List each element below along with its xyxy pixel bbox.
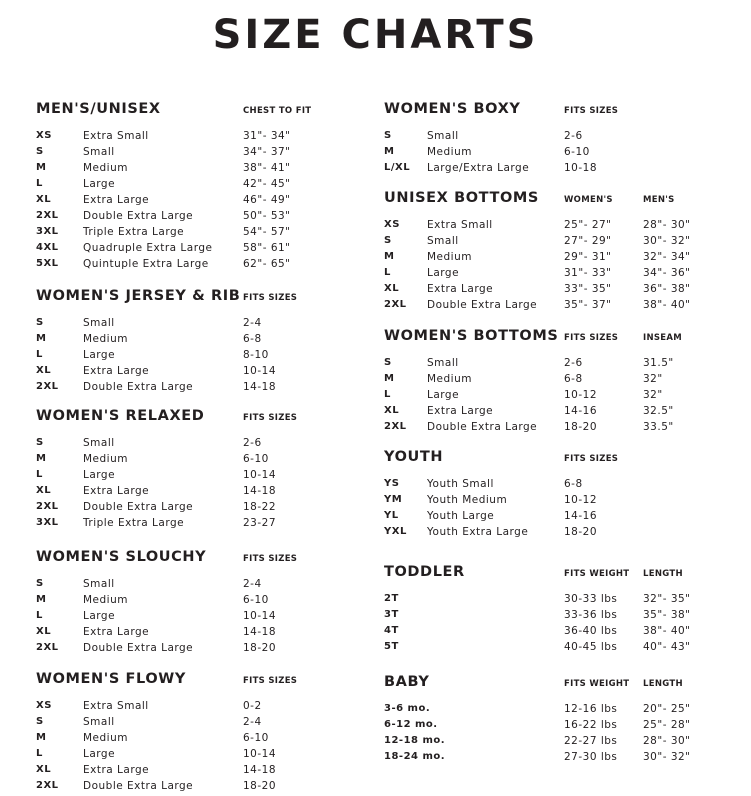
- column-header: FITS WEIGHT: [564, 679, 630, 689]
- size-name: Youth Small: [427, 478, 494, 490]
- size-code: 18-24 mo.: [384, 751, 446, 762]
- size-code: 12-18 mo.: [384, 735, 446, 746]
- size-value: 25"- 28": [643, 719, 691, 731]
- size-name: Large: [83, 349, 116, 361]
- size-name: Extra Large: [83, 485, 150, 497]
- size-name: Small: [83, 437, 115, 449]
- size-name: Large: [83, 469, 116, 481]
- table-row: [36, 732, 356, 748]
- section-title: WOMEN'S BOXY: [384, 101, 521, 117]
- size-code: 3T: [384, 609, 399, 620]
- size-name: Extra Large: [83, 626, 150, 638]
- size-code: 2XL: [36, 210, 59, 221]
- size-code: M: [384, 373, 395, 384]
- size-value: 36"- 38": [643, 283, 691, 295]
- table-row: [384, 146, 734, 162]
- size-value: 10-14: [243, 748, 277, 760]
- size-name: Triple Extra Large: [83, 226, 185, 238]
- table-row: [36, 780, 356, 796]
- size-value: 27-30 lbs: [564, 751, 618, 763]
- size-value: 31.5": [643, 357, 674, 369]
- table-row: [36, 162, 356, 178]
- size-code: 2XL: [36, 642, 59, 653]
- size-value: 32": [643, 389, 663, 401]
- size-code: M: [36, 333, 47, 344]
- column-header: FITS SIZES: [564, 106, 619, 116]
- size-name: Extra Small: [83, 130, 149, 142]
- section-title: WOMEN'S BOTTOMS: [384, 328, 559, 344]
- size-name: Double Extra Large: [83, 210, 194, 222]
- table-row: [36, 700, 356, 716]
- table-row: [384, 389, 734, 405]
- size-value: 18-20: [243, 780, 277, 792]
- size-value: 2-6: [564, 130, 583, 142]
- size-code: YL: [384, 510, 399, 521]
- size-table: [384, 219, 734, 315]
- size-code: S: [36, 146, 44, 157]
- table-row: [384, 251, 734, 267]
- size-value: 30-33 lbs: [564, 593, 618, 605]
- size-value: 6-10: [243, 453, 269, 465]
- size-code: M: [384, 146, 395, 157]
- size-value: 28"- 30": [643, 219, 691, 231]
- size-name: Extra Small: [427, 219, 493, 231]
- table-row: [384, 421, 734, 437]
- section-header: [384, 449, 734, 473]
- table-row: [36, 610, 356, 626]
- section-title: WOMEN'S RELAXED: [36, 408, 205, 424]
- size-code: L: [384, 267, 391, 278]
- size-value: 14-16: [564, 405, 598, 417]
- table-row: [384, 494, 734, 510]
- size-code: 3XL: [36, 517, 59, 528]
- size-name: Large: [83, 178, 116, 190]
- table-row: [36, 210, 356, 226]
- size-code: M: [36, 732, 47, 743]
- size-value: 6-8: [243, 333, 262, 345]
- chart-section-unisex-bottoms: [384, 190, 734, 315]
- table-row: [36, 485, 356, 501]
- size-value: 10-14: [243, 610, 277, 622]
- size-code: L: [36, 469, 43, 480]
- table-row: [384, 510, 734, 526]
- size-code: YXL: [384, 526, 407, 537]
- chart-section-youth: [384, 449, 734, 542]
- size-name: Double Extra Large: [83, 501, 194, 513]
- size-value: 31"- 34": [243, 130, 291, 142]
- size-code: S: [36, 578, 44, 589]
- size-name: Quadruple Extra Large: [83, 242, 213, 254]
- size-value: 40-45 lbs: [564, 641, 618, 653]
- size-name: Large/Extra Large: [427, 162, 530, 174]
- size-code: M: [36, 594, 47, 605]
- section-title: MEN'S/UNISEX: [36, 101, 161, 117]
- column-header: FITS SIZES: [564, 333, 619, 343]
- size-code: M: [384, 251, 395, 262]
- size-value: 6-8: [564, 478, 583, 490]
- table-row: [384, 703, 734, 719]
- size-code: XL: [36, 365, 52, 376]
- table-row: [384, 751, 734, 767]
- size-value: 6-8: [564, 373, 583, 385]
- column-header: FITS SIZES: [243, 293, 298, 303]
- size-value: 14-16: [564, 510, 598, 522]
- size-code: XL: [384, 405, 400, 416]
- size-code: 2XL: [384, 421, 407, 432]
- size-value: 6-10: [243, 732, 269, 744]
- size-value: 38"- 41": [243, 162, 291, 174]
- size-value: 32"- 35": [643, 593, 691, 605]
- size-value: 32"- 34": [643, 251, 691, 263]
- size-name: Small: [427, 130, 459, 142]
- size-name: Medium: [427, 146, 472, 158]
- chart-section-womens-boxy: [384, 101, 734, 178]
- size-value: 31"- 33": [564, 267, 612, 279]
- size-code: L: [36, 349, 43, 360]
- size-value: 22-27 lbs: [564, 735, 618, 747]
- size-name: Extra Large: [83, 764, 150, 776]
- size-value: 58"- 61": [243, 242, 291, 254]
- size-table: [36, 317, 356, 397]
- size-value: 34"- 37": [243, 146, 291, 158]
- size-value: 27"- 29": [564, 235, 612, 247]
- size-name: Medium: [427, 251, 472, 263]
- table-row: [384, 267, 734, 283]
- chart-section-toddler: [384, 564, 734, 657]
- section-header: [384, 564, 734, 588]
- size-value: 46"- 49": [243, 194, 291, 206]
- size-code: 2XL: [36, 780, 59, 791]
- size-table: [384, 703, 734, 767]
- section-title: UNISEX BOTTOMS: [384, 190, 539, 206]
- size-value: 30"- 32": [643, 235, 691, 247]
- size-value: 8-10: [243, 349, 269, 361]
- size-code: 3-6 mo.: [384, 703, 431, 714]
- size-value: 33.5": [643, 421, 674, 433]
- table-row: [36, 146, 356, 162]
- size-name: Small: [83, 578, 115, 590]
- size-value: 18-22: [243, 501, 277, 513]
- size-value: 14-18: [243, 626, 277, 638]
- size-code: XL: [36, 194, 52, 205]
- size-name: Double Extra Large: [427, 299, 538, 311]
- table-row: [384, 283, 734, 299]
- chart-section-womens-relaxed: [36, 408, 356, 533]
- size-value: 2-4: [243, 317, 262, 329]
- size-value: 25"- 27": [564, 219, 612, 231]
- chart-section-womens-slouchy: [36, 549, 356, 658]
- size-name: Large: [427, 389, 460, 401]
- column-header: FITS SIZES: [243, 676, 298, 686]
- size-value: 10-14: [243, 469, 277, 481]
- size-table: [36, 130, 356, 274]
- size-value: 36-40 lbs: [564, 625, 618, 637]
- table-row: [36, 453, 356, 469]
- section-header: [384, 190, 734, 214]
- table-row: [36, 365, 356, 381]
- table-row: [384, 357, 734, 373]
- table-row: [36, 333, 356, 349]
- size-name: Double Extra Large: [83, 642, 194, 654]
- size-code: XS: [36, 130, 52, 141]
- table-row: [36, 130, 356, 146]
- section-title: TODDLER: [384, 564, 465, 580]
- size-code: 3XL: [36, 226, 59, 237]
- table-row: [36, 626, 356, 642]
- size-code: YM: [384, 494, 403, 505]
- section-header: [36, 408, 356, 432]
- size-value: 2-6: [243, 437, 262, 449]
- column-header: FITS WEIGHT: [564, 569, 630, 579]
- column-header: FITS SIZES: [564, 454, 619, 464]
- column-header: MEN'S: [643, 195, 675, 205]
- size-name: Small: [83, 146, 115, 158]
- size-name: Large: [83, 610, 116, 622]
- size-name: Extra Small: [83, 700, 149, 712]
- size-value: 32.5": [643, 405, 674, 417]
- size-name: Small: [83, 317, 115, 329]
- size-name: Medium: [83, 453, 128, 465]
- section-title: YOUTH: [384, 449, 444, 465]
- table-row: [384, 609, 734, 625]
- table-row: [36, 501, 356, 517]
- size-name: Quintuple Extra Large: [83, 258, 209, 270]
- column-header: FITS SIZES: [243, 413, 298, 423]
- size-value: 2-4: [243, 716, 262, 728]
- table-row: [36, 642, 356, 658]
- size-value: 33"- 35": [564, 283, 612, 295]
- table-row: [384, 719, 734, 735]
- size-value: 2-4: [243, 578, 262, 590]
- column-header: INSEAM: [643, 333, 683, 343]
- size-value: 38"- 40": [643, 625, 691, 637]
- size-code: 6-12 mo.: [384, 719, 438, 730]
- size-value: 29"- 31": [564, 251, 612, 263]
- size-name: Youth Extra Large: [427, 526, 529, 538]
- size-code: XL: [384, 283, 400, 294]
- section-title: WOMEN'S FLOWY: [36, 671, 186, 687]
- size-value: 18-20: [564, 421, 598, 433]
- size-code: 5T: [384, 641, 399, 652]
- section-header: [36, 101, 356, 125]
- table-row: [36, 594, 356, 610]
- size-value: 35"- 37": [564, 299, 612, 311]
- size-value: 10-12: [564, 389, 598, 401]
- column-header: LENGTH: [643, 569, 683, 579]
- table-row: [36, 317, 356, 333]
- size-value: 18-20: [564, 526, 598, 538]
- table-row: [36, 437, 356, 453]
- table-row: [384, 593, 734, 609]
- size-name: Large: [83, 748, 116, 760]
- table-row: [36, 349, 356, 365]
- size-name: Youth Large: [427, 510, 495, 522]
- size-value: 14-18: [243, 381, 277, 393]
- size-code: L: [36, 610, 43, 621]
- size-value: 20"- 25": [643, 703, 691, 715]
- size-code: S: [36, 716, 44, 727]
- size-code: S: [384, 235, 392, 246]
- size-value: 14-18: [243, 485, 277, 497]
- size-name: Small: [427, 235, 459, 247]
- table-row: [384, 235, 734, 251]
- size-code: M: [36, 162, 47, 173]
- size-code: 2XL: [36, 501, 59, 512]
- table-row: [384, 130, 734, 146]
- size-value: 34"- 36": [643, 267, 691, 279]
- size-table: [36, 578, 356, 658]
- table-row: [36, 517, 356, 533]
- size-name: Double Extra Large: [427, 421, 538, 433]
- table-row: [36, 226, 356, 242]
- table-row: [36, 716, 356, 732]
- chart-section-baby: [384, 674, 734, 767]
- size-name: Extra Large: [427, 405, 494, 417]
- column-header: CHEST TO FIT: [243, 106, 312, 116]
- section-header: [36, 288, 356, 312]
- size-value: 10-18: [564, 162, 598, 174]
- size-value: 30"- 32": [643, 751, 691, 763]
- table-row: [36, 194, 356, 210]
- section-title: WOMEN'S SLOUCHY: [36, 549, 207, 565]
- table-row: [36, 242, 356, 258]
- section-title: BABY: [384, 674, 430, 690]
- size-code: 5XL: [36, 258, 59, 269]
- table-row: [384, 526, 734, 542]
- column-header: LENGTH: [643, 679, 683, 689]
- table-row: [36, 748, 356, 764]
- size-table: [36, 700, 356, 796]
- table-row: [384, 478, 734, 494]
- section-title: WOMEN'S JERSEY & RIB: [36, 288, 241, 304]
- size-code: 2XL: [36, 381, 59, 392]
- size-code: 2T: [384, 593, 399, 604]
- size-name: Extra Large: [83, 194, 150, 206]
- size-value: 23-27: [243, 517, 277, 529]
- size-code: XL: [36, 764, 52, 775]
- size-code: XL: [36, 626, 52, 637]
- size-name: Double Extra Large: [83, 780, 194, 792]
- size-code: L: [36, 178, 43, 189]
- size-code: 4XL: [36, 242, 59, 253]
- table-row: [36, 578, 356, 594]
- table-row: [384, 641, 734, 657]
- size-name: Small: [83, 716, 115, 728]
- chart-section-womens-flowy: [36, 671, 356, 796]
- size-name: Medium: [83, 333, 128, 345]
- size-code: M: [36, 453, 47, 464]
- size-code: YS: [384, 478, 400, 489]
- size-name: Small: [427, 357, 459, 369]
- section-header: [36, 549, 356, 573]
- size-value: 0-2: [243, 700, 262, 712]
- size-table: [384, 593, 734, 657]
- size-value: 35"- 38": [643, 609, 691, 621]
- size-name: Triple Extra Large: [83, 517, 185, 529]
- size-value: 54"- 57": [243, 226, 291, 238]
- chart-section-womens-jersey-rib: [36, 288, 356, 397]
- table-row: [384, 299, 734, 315]
- size-name: Large: [427, 267, 460, 279]
- section-header: [36, 671, 356, 695]
- size-value: 6-10: [243, 594, 269, 606]
- chart-section-womens-bottoms: [384, 328, 734, 437]
- size-value: 18-20: [243, 642, 277, 654]
- size-value: 14-18: [243, 764, 277, 776]
- size-name: Extra Large: [83, 365, 150, 377]
- size-code: 4T: [384, 625, 399, 636]
- size-value: 38"- 40": [643, 299, 691, 311]
- size-value: 42"- 45": [243, 178, 291, 190]
- size-code: 2XL: [384, 299, 407, 310]
- table-row: [36, 764, 356, 780]
- size-name: Medium: [83, 732, 128, 744]
- size-name: Medium: [83, 594, 128, 606]
- column-header: WOMEN'S: [564, 195, 613, 205]
- size-code: XS: [36, 700, 52, 711]
- size-code: L: [36, 748, 43, 759]
- column-header: FITS SIZES: [243, 554, 298, 564]
- table-row: [384, 625, 734, 641]
- size-name: Extra Large: [427, 283, 494, 295]
- size-code: XL: [36, 485, 52, 496]
- size-value: 32": [643, 373, 663, 385]
- size-table: [36, 437, 356, 533]
- size-value: 28"- 30": [643, 735, 691, 747]
- table-row: [384, 373, 734, 389]
- size-name: Double Extra Large: [83, 381, 194, 393]
- size-table: [384, 478, 734, 542]
- size-value: 16-22 lbs: [564, 719, 618, 731]
- size-name: Medium: [83, 162, 128, 174]
- size-code: L: [384, 389, 391, 400]
- table-row: [384, 405, 734, 421]
- page-title: SIZE CHARTS: [212, 12, 539, 58]
- size-value: 6-10: [564, 146, 590, 158]
- table-row: [36, 258, 356, 274]
- size-value: 40"- 43": [643, 641, 691, 653]
- size-value: 10-14: [243, 365, 277, 377]
- size-value: 33-36 lbs: [564, 609, 618, 621]
- size-code: XS: [384, 219, 400, 230]
- size-value: 2-6: [564, 357, 583, 369]
- size-value: 12-16 lbs: [564, 703, 618, 715]
- size-name: Youth Medium: [427, 494, 508, 506]
- size-value: 50"- 53": [243, 210, 291, 222]
- size-value: 62"- 65": [243, 258, 291, 270]
- size-code: L/XL: [384, 162, 411, 173]
- table-row: [36, 178, 356, 194]
- table-row: [36, 469, 356, 485]
- table-row: [384, 219, 734, 235]
- size-value: 10-12: [564, 494, 598, 506]
- table-row: [384, 735, 734, 751]
- size-code: S: [36, 317, 44, 328]
- section-header: [384, 674, 734, 698]
- size-name: Medium: [427, 373, 472, 385]
- chart-section-mens-unisex: [36, 101, 356, 274]
- size-code: S: [36, 437, 44, 448]
- section-header: [384, 328, 734, 352]
- section-header: [384, 101, 734, 125]
- size-table: [384, 130, 734, 178]
- table-row: [384, 162, 734, 178]
- size-code: S: [384, 130, 392, 141]
- size-table: [384, 357, 734, 437]
- size-code: S: [384, 357, 392, 368]
- table-row: [36, 381, 356, 397]
